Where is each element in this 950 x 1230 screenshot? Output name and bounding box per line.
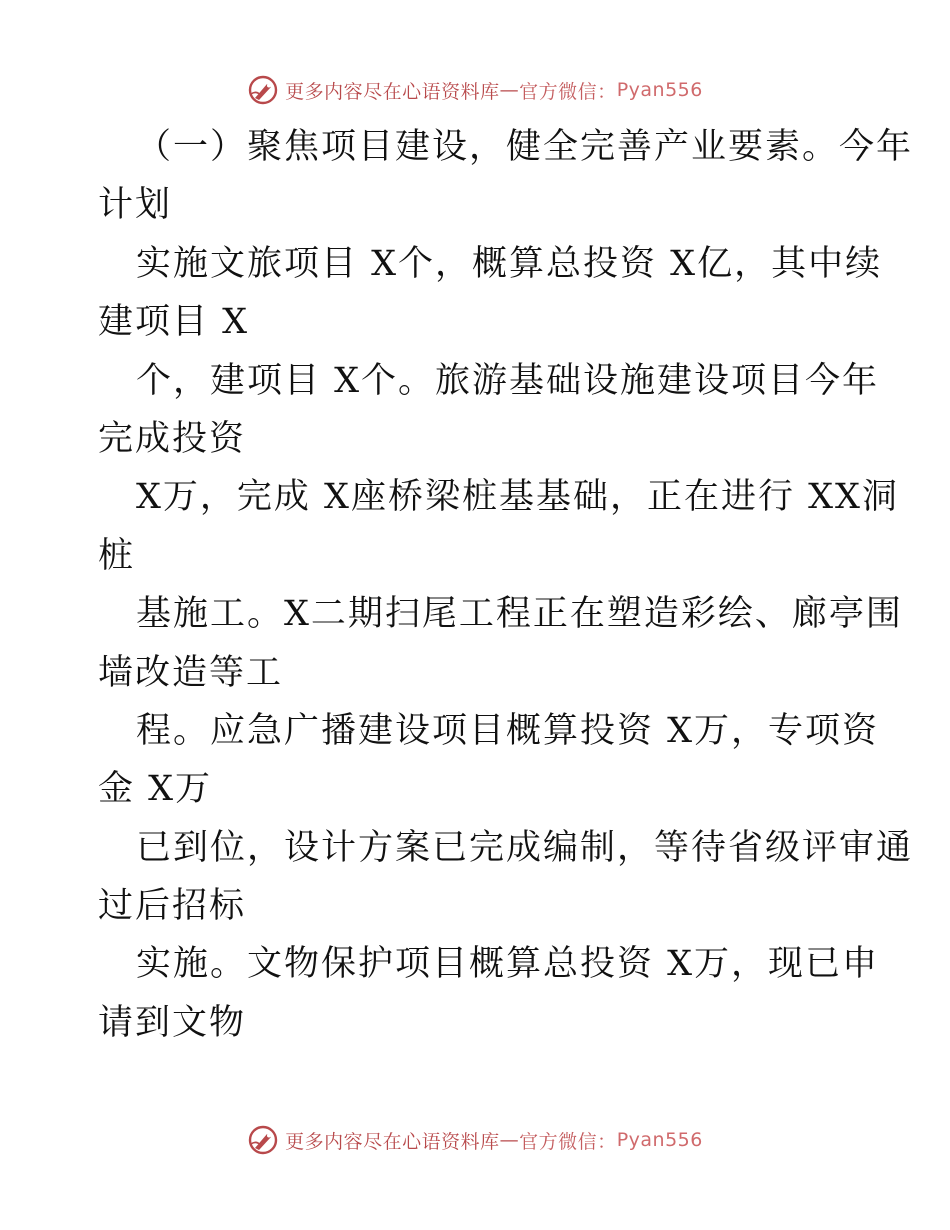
banner-dash: — (499, 1129, 520, 1151)
banner-official-label: 官方微信： (519, 80, 617, 103)
text-line: 基施工。X二期扫尾工程正在塑造彩绘、廊亭围 (136, 594, 903, 635)
text-line: 桩 (98, 535, 136, 576)
text-line: 计划 (98, 185, 173, 226)
text-line: X万，完成 X座桥梁桩基基础，正在进行 XX洞 (136, 477, 899, 518)
document-body (98, 118, 914, 1052)
text-line: 已到位，设计方案已完成编制，等待省级评审通 (136, 827, 914, 868)
text-line: 完成投资 (98, 418, 247, 459)
text-line: 墙改造等工 (98, 652, 284, 693)
banner-wechat-handle: Pyan556 (616, 1129, 703, 1151)
text-line: 程。应急广播建设项目概算投资 X万，专项资 (136, 710, 880, 751)
pen-nib-circle-icon (247, 74, 279, 106)
text-line: 实施。文物保护项目概算总投资 X万，现已申 (136, 944, 880, 985)
banner-official-label: 官方微信： (519, 1130, 617, 1153)
text-line: 过后招标 (98, 886, 247, 927)
text-line: 实施文旅项目 X个，概算总投资 X亿，其中续 (136, 243, 883, 284)
banner-wechat-handle: Pyan556 (616, 79, 703, 101)
text-line: 请到文物 (98, 1002, 247, 1043)
text-line: （一）聚焦项目建设，健全完善产业要素。今年 (136, 127, 914, 167)
pen-nib-circle-icon (247, 1124, 279, 1156)
banner-site-text: 更多内容尽在心语资料库 (285, 1130, 500, 1153)
text-line: 金 X万 (98, 769, 213, 810)
banner-site-text: 更多内容尽在心语资料库 (285, 80, 500, 103)
text-line: 建项目 X (98, 302, 250, 343)
footer-banner[interactable] (0, 1120, 950, 1160)
text-line: 个，建项目 X个。旅游基础设施建设项目今年 (136, 360, 880, 401)
banner-dash: — (499, 79, 520, 101)
header-banner[interactable] (0, 70, 950, 110)
